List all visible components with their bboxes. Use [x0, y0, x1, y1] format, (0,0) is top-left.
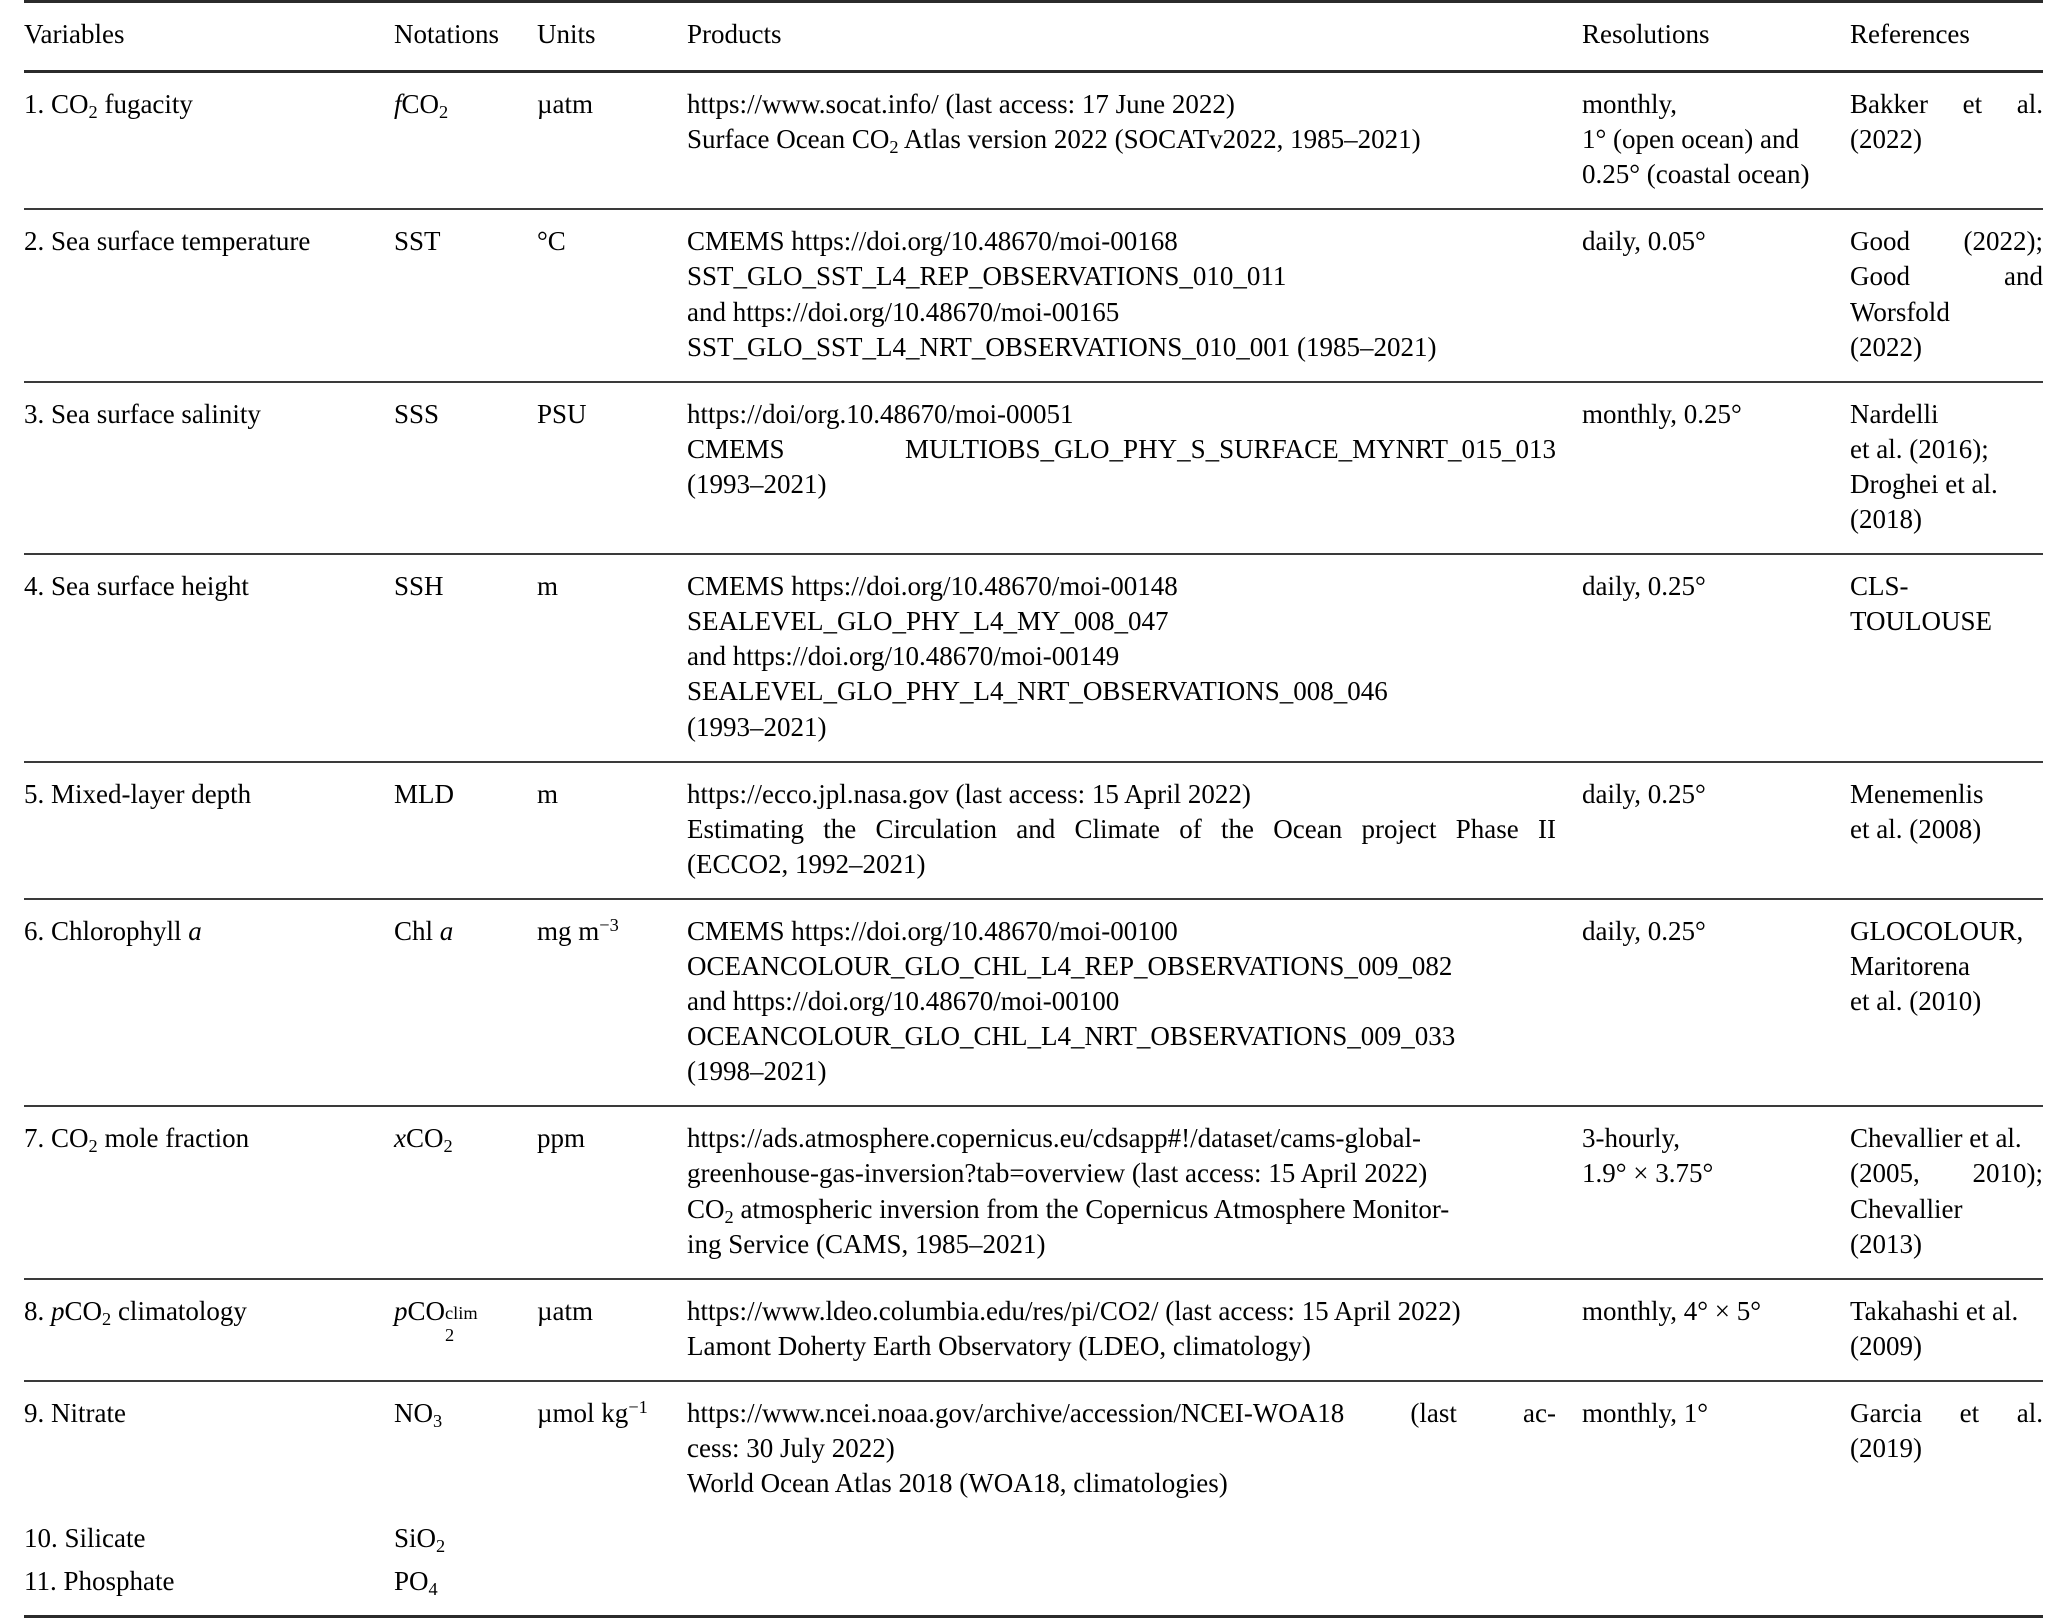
product-line: CMEMS https://doi.org/10.48670/moi-00168: [687, 226, 1178, 257]
table-row: [24, 1517, 2043, 1560]
cell-units: °C: [537, 226, 566, 257]
table-row: [24, 209, 2043, 381]
cell-references: [1850, 1517, 2043, 1560]
table-row: [24, 1560, 2043, 1617]
variable-subscript: 2: [88, 1136, 98, 1157]
cell-resolutions: [1582, 1106, 1850, 1278]
cell-resolutions: [1582, 1560, 1850, 1617]
column-header-units: Units: [537, 19, 596, 49]
cell-variable: 10. Silicate: [24, 1523, 146, 1554]
cell-resolutions: [1582, 899, 1850, 1106]
cell-references: [1850, 382, 2043, 554]
resolution-line: monthly, 4° × 5°: [1582, 1295, 1762, 1326]
product-subscript: 2: [724, 1206, 734, 1227]
cell-resolutions: [1582, 1381, 1850, 1517]
column-header-products: Products: [687, 19, 782, 49]
resolution-line: daily, 0.25°: [1582, 778, 1706, 809]
variable-italic: p: [51, 1295, 65, 1326]
variable-text: 8.: [24, 1295, 51, 1326]
variable-text-suffix: climatology: [111, 1295, 247, 1326]
variable-text: 1. CO: [24, 89, 89, 120]
product-line: (1993–2021): [687, 468, 827, 499]
cell-units: µatm: [537, 89, 594, 120]
product-line: https://ecco.jpl.nasa.gov (last access: 15 April 2022): [687, 778, 1251, 809]
cell-variable: 5. Mixed-layer depth: [24, 778, 252, 809]
product-line: OCEANCOLOUR_GLO_CHL_L4_REP_OBSERVATIONS_009_082: [687, 950, 1453, 981]
cell-references: [1850, 1381, 2043, 1517]
product-line: (1998–2021): [687, 1056, 827, 1087]
reference-line: Bakker et al.: [1850, 89, 2043, 120]
notation-main: PO: [394, 1566, 429, 1597]
product-text: CO: [687, 1193, 725, 1224]
notation-italic: a: [439, 915, 454, 946]
cell-references: [1850, 1560, 2043, 1617]
notation-main: Chl: [394, 915, 440, 946]
reference-line: Chevallier: [1850, 1193, 1963, 1224]
cell-products: [687, 1106, 1582, 1278]
cell-variable: [24, 899, 394, 1106]
cell-references: [1850, 209, 2043, 381]
reference-line: GLOCOLOUR,: [1850, 915, 2024, 946]
table-row: [24, 554, 2043, 761]
cell-variable: [24, 72, 394, 210]
cell-products: [687, 1279, 1582, 1381]
table-row: [24, 1106, 2043, 1278]
product-line: SEALEVEL_GLO_PHY_L4_NRT_OBSERVATIONS_008_046: [687, 676, 1388, 707]
reference-line: Maritorena: [1850, 950, 1970, 981]
product-line: Lamont Doherty Earth Observatory (LDEO, climatology): [687, 1330, 1311, 1361]
variable-subscript: 2: [88, 102, 98, 123]
reference-line: CLS-: [1850, 571, 1909, 602]
cell-units: [537, 1381, 687, 1517]
table-row: [24, 899, 2043, 1106]
cell-references: [1850, 1279, 2043, 1381]
notation-subscript: 2: [445, 1324, 455, 1345]
cell-references: [1850, 899, 2043, 1106]
cell-products: [687, 1560, 1582, 1617]
reference-line: TOULOUSE: [1850, 606, 1993, 637]
product-text-suffix: atmospheric inversion from the Copernicus Atmosphere Monitor-: [733, 1193, 1450, 1224]
reference-line: Menemenlis: [1850, 778, 1984, 809]
product-line: SEALEVEL_GLO_PHY_L4_MY_008_047: [687, 606, 1169, 637]
resolution-line: daily, 0.05°: [1582, 226, 1706, 257]
reference-line: (2013): [1850, 1228, 1922, 1259]
table-row: [24, 762, 2043, 899]
product-subscript: 2: [889, 137, 899, 158]
reference-line: Takahashi et al.: [1850, 1295, 2019, 1326]
product-line: https://www.socat.info/ (last access: 17 June 2022): [687, 89, 1235, 120]
variable-text: 7. CO: [24, 1123, 89, 1154]
product-line: ing Service (CAMS, 1985–2021): [687, 1228, 1046, 1259]
cell-variable: [24, 1106, 394, 1278]
cell-notation: MLD: [394, 778, 454, 809]
product-line: Estimating the Circulation and Climate of the Ocean project Phase II: [687, 813, 1556, 844]
product-line: [687, 1192, 1556, 1227]
notation-italic-prefix: p: [394, 1295, 408, 1326]
resolution-line: 0.25° (coastal ocean): [1582, 159, 1810, 190]
units-superscript: −1: [628, 1396, 648, 1417]
product-text: Surface Ocean CO: [687, 124, 890, 155]
reference-line: (2005, 2010);: [1850, 1158, 2043, 1189]
reference-line: Droghei et al.: [1850, 468, 1998, 499]
cell-units: [537, 899, 687, 1106]
variable-main: CO: [64, 1295, 103, 1326]
column-header-variables: Variables: [24, 19, 125, 49]
product-line: World Ocean Atlas 2018 (WOA18, climatologies): [687, 1468, 1228, 1499]
reference-line: et al. (2016);: [1850, 433, 1989, 464]
product-line: https://ads.atmosphere.copernicus.eu/cdsapp#!/dataset/cams-global-: [687, 1123, 1422, 1154]
cell-resolutions: [1582, 554, 1850, 761]
cell-variable: 2. Sea surface temperature: [24, 226, 311, 257]
product-line: SST_GLO_SST_L4_REP_OBSERVATIONS_010_011: [687, 261, 1287, 292]
resolution-line: monthly, 0.25°: [1582, 398, 1742, 429]
cell-units: PSU: [537, 398, 587, 429]
cell-units: m: [537, 778, 559, 809]
reference-line: et al. (2010): [1850, 986, 1982, 1017]
cell-products: [687, 899, 1582, 1106]
notation-main: CO: [407, 1295, 446, 1326]
cell-units: [537, 1560, 687, 1617]
table-header: [24, 2, 2043, 72]
reference-line: (2009): [1850, 1330, 1922, 1361]
cell-products: [687, 554, 1582, 761]
reference-line: Chevallier et al.: [1850, 1123, 2022, 1154]
cell-units: [537, 1517, 687, 1560]
resolution-line: daily, 0.25°: [1582, 571, 1706, 602]
resolution-line: 1.9° × 3.75°: [1582, 1158, 1714, 1189]
cell-variable: 4. Sea surface height: [24, 571, 249, 602]
cell-notation: [394, 1279, 537, 1381]
resolution-line: 1° (open ocean) and: [1582, 124, 1799, 155]
product-line: OCEANCOLOUR_GLO_CHL_L4_NRT_OBSERVATIONS_009_033: [687, 1021, 1456, 1052]
notation-main: SiO: [394, 1523, 437, 1554]
cell-products: [687, 1381, 1582, 1517]
notation-subscript: 3: [433, 1411, 443, 1432]
table-header-row: [24, 2, 2043, 72]
notation-main: CO: [401, 89, 440, 120]
cell-notation: SSS: [394, 398, 440, 429]
reference-line: Nardelli: [1850, 398, 1939, 429]
cell-references: [1850, 762, 2043, 899]
product-line: and https://doi.org/10.48670/moi-00149: [687, 641, 1120, 672]
product-line: CMEMS https://doi.org/10.48670/moi-00148: [687, 571, 1178, 602]
product-line: CMEMS https://doi.org/10.48670/moi-00100: [687, 915, 1178, 946]
variable-text: 6. Chlorophyll: [24, 915, 189, 946]
cell-units: µatm: [537, 1295, 594, 1326]
cell-notation: SST: [394, 226, 441, 257]
cell-references: [1850, 554, 2043, 761]
column-header-notations: Notations: [394, 19, 499, 49]
product-line: [687, 122, 1556, 157]
resolution-line: daily, 0.25°: [1582, 915, 1706, 946]
cell-notation: [394, 1106, 537, 1278]
cell-resolutions: [1582, 1517, 1850, 1560]
cell-resolutions: [1582, 72, 1850, 210]
variable-text-suffix: fugacity: [97, 89, 193, 120]
cell-variable: 9. Nitrate: [24, 1397, 126, 1428]
cell-references: [1850, 1106, 2043, 1278]
notation-italic-prefix: x: [394, 1123, 406, 1154]
cell-resolutions: [1582, 762, 1850, 899]
column-header-references: References: [1850, 19, 1970, 49]
cell-notation: [394, 899, 537, 1106]
variable-italic: a: [188, 915, 202, 946]
cell-variable: [24, 1279, 394, 1381]
reference-line: Good and: [1850, 261, 2043, 292]
cell-units: m: [537, 571, 559, 602]
reference-line: et al. (2008): [1850, 813, 1982, 844]
cell-notation: [394, 1560, 537, 1617]
variable-text-suffix: mole fraction: [97, 1123, 250, 1154]
notation-main: NO: [394, 1397, 433, 1428]
reference-line: Garcia et al.: [1850, 1397, 2043, 1428]
notation-superscript: clim: [445, 1303, 478, 1324]
cell-variable: 11. Phosphate: [24, 1566, 175, 1597]
product-line: and https://doi.org/10.48670/moi-00165: [687, 296, 1120, 327]
cell-resolutions: [1582, 1279, 1850, 1381]
cell-references: [1850, 72, 2043, 210]
product-line: (1993–2021): [687, 711, 827, 742]
table-body: [24, 72, 2043, 1617]
reference-line: (2022): [1850, 331, 1922, 362]
product-line: CMEMS MULTIOBS_GLO_PHY_S_SURFACE_MYNRT_015_013: [687, 433, 1556, 464]
product-line: https://www.ldeo.columbia.edu/res/pi/CO2/ (last access: 15 April 2022): [687, 1295, 1461, 1326]
units-text: µmol kg: [537, 1397, 629, 1428]
reference-line: (2018): [1850, 504, 1922, 535]
reference-line: (2022): [1850, 124, 1922, 155]
product-line: https://www.ncei.noaa.gov/archive/accession/NCEI-WOA18 (last ac-: [687, 1397, 1556, 1428]
units-text: mg m: [537, 915, 600, 946]
cell-units: ppm: [537, 1123, 586, 1154]
notation-subscript: 2: [436, 1536, 446, 1557]
notation-italic-prefix: f: [394, 89, 402, 120]
notation-subscript: 4: [428, 1579, 438, 1600]
product-text-suffix: Atlas version 2022 (SOCATv2022, 1985–2021): [898, 124, 1421, 155]
cell-products: [687, 382, 1582, 554]
cell-products: [687, 209, 1582, 381]
cell-notation: SSH: [394, 571, 444, 602]
column-header-resolutions: Resolutions: [1582, 19, 1710, 49]
table-row: [24, 72, 2043, 210]
product-line: https://doi/org.10.48670/moi-00051: [687, 398, 1074, 429]
cell-products: [687, 72, 1582, 210]
resolution-line: 3-hourly,: [1582, 1123, 1680, 1154]
notation-main: CO: [405, 1123, 444, 1154]
cell-notation: [394, 72, 537, 210]
table-row: [24, 1381, 2043, 1517]
cell-resolutions: [1582, 382, 1850, 554]
variables-data-table: [24, 0, 2043, 1620]
product-line: greenhouse-gas-inversion?tab=overview (last access: 15 April 2022): [687, 1158, 1428, 1189]
resolution-line: monthly,: [1582, 89, 1678, 120]
product-line: (ECCO2, 1992–2021): [687, 848, 926, 879]
cell-notation: [394, 1517, 537, 1560]
reference-line: (2019): [1850, 1433, 1922, 1463]
product-line: SST_GLO_SST_L4_NRT_OBSERVATIONS_010_001 (1985–2021): [687, 331, 1437, 362]
units-superscript: −3: [599, 914, 619, 935]
notation-subscript: 2: [443, 1136, 453, 1157]
table-row: [24, 382, 2043, 554]
product-line: and https://doi.org/10.48670/moi-00100: [687, 986, 1120, 1017]
reference-line: Worsfold: [1850, 296, 1950, 327]
cell-notation: [394, 1381, 537, 1517]
cell-products: [687, 1517, 1582, 1560]
cell-variable: 3. Sea surface salinity: [24, 398, 261, 429]
notation-subscript: 2: [439, 102, 449, 123]
reference-line: Good (2022);: [1850, 226, 2043, 257]
cell-resolutions: [1582, 209, 1850, 381]
resolution-line: monthly, 1°: [1582, 1397, 1709, 1428]
variable-subscript: 2: [102, 1308, 112, 1329]
table-row: [24, 1279, 2043, 1381]
product-line: cess: 30 July 2022): [687, 1433, 895, 1463]
cell-products: [687, 762, 1582, 899]
